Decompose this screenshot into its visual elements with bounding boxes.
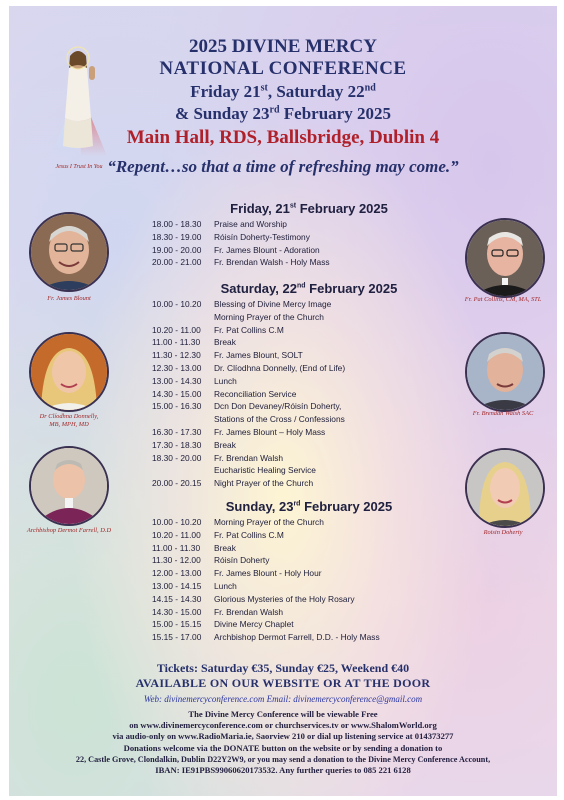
schedule-row [152,375,492,388]
schedule-row [152,542,492,555]
title-line-1: 2025 DIVINE MERCY [189,36,377,57]
schedule-time: 12.00 - 13.00 [152,568,202,579]
schedule-time [152,311,214,324]
schedule-event: Fr. James Blount – Holy Mass [214,426,326,437]
schedule-time: 16.30 - 17.30 [152,426,202,437]
schedule-row [152,631,492,644]
schedule-time: 13.00 - 14.30 [152,375,202,386]
schedule-time: 11.30 - 12.30 [152,350,201,361]
caption-brendan-walsh: Fr. Brendan Walsh SAC [472,410,534,417]
schedule-event: Fr. Pat Collins C.M [214,324,284,335]
footer-line: on www.divinemercyconference.com or churchservices.tv or www.ShalomWorld.org [129,720,437,731]
portrait-cliodhna-donnelly [29,332,109,412]
schedule-event: Praise and Worship [214,219,287,229]
schedule-event: Fr. Brendan Walsh [214,606,284,617]
footer-line: Donations welcome via the DONATE button on the website or by sending a donation to [123,742,443,753]
schedule-event: Morning Prayer of the Church [214,517,324,527]
schedule-time: 10.20 - 11.00 [152,324,201,335]
schedule-time: 11.00 - 11.30 [152,542,201,553]
schedule-row [152,349,492,362]
schedule-time: 10.00 - 10.20 [152,517,202,527]
schedule-event: Divine Mercy Chaplet [214,619,294,630]
schedule-row [152,580,492,593]
schedule-sunday [152,516,492,644]
schedule-row [152,464,492,477]
schedule-event: Róisín Doherty-Testimony [214,231,310,242]
schedule-time: 18.30 - 20.00 [152,452,202,463]
schedule-row [152,256,492,269]
caption-pat-collins: Fr. Pat Collins, CM, MA, STL [464,296,542,303]
schedule-row [152,452,492,465]
schedule-event: Eucharistic Healing Service [214,465,316,476]
schedule-row [152,426,492,439]
schedule-row [152,324,492,337]
schedule-time: 10.20 - 11.00 [152,529,201,540]
schedule-time: 14.30 - 15.00 [152,388,202,399]
dates-line-2: & Sunday 23rd February 2025 [175,104,391,123]
schedule-time: 14.30 - 15.00 [152,606,202,617]
schedule-event: Night Prayer of the Church [214,478,314,489]
portrait-james-blount [29,212,109,292]
schedule-row [152,400,492,413]
schedule-time [152,464,214,477]
schedule-event: Fr. James Blount, SOLT [214,350,303,361]
caption-dermot-farrell: Archbishop Dermot Farrell, D.D [26,527,112,534]
schedule-time: 14.15 - 14.30 [152,593,202,604]
portrait-dermot-farrell [29,446,109,526]
schedule-time: 18.00 - 18.30 [152,219,202,229]
schedule-time: 13.00 - 14.15 [152,580,202,591]
jesus-caption: Jesus I Trust In You [55,164,103,170]
footer-line: 22, Castle Grove, Clondalkin, Dublin D22Y2W9, or you may send a donation to the Divine Mercy Conference Account, [75,754,491,764]
schedule-row [152,516,492,529]
schedule-event: Fr. James Blount - Holy Hour [214,568,322,579]
schedule-row [152,336,492,349]
schedule-row [152,388,492,401]
portrait-pat-collins [465,218,545,298]
schedule-row [152,231,492,244]
schedule-event: Archbishop Dermot Farrell, D.D. - Holy Mass [214,632,380,643]
schedule-row [152,311,492,324]
schedule-row [152,413,492,426]
caption-roisin-doherty: Roisin Doherty [483,529,523,536]
schedule-row [152,618,492,631]
footer-line: IBAN: IE91PBS99060620173532. Any further queries to 085 221 6128 [155,765,411,776]
schedule-time: 19.00 - 20.00 [152,244,202,255]
schedule-event: Break [214,337,236,348]
venue: Main Hall, RDS, Ballsbridge, Dublin 4 [126,127,440,148]
dates-line-1: Friday 21st, Saturday 22nd [190,82,376,101]
portrait-brendan-walsh [465,332,545,412]
schedule-event: Reconciliation Service [214,388,297,399]
schedule-row [152,554,492,567]
caption-cliodhna-donnelly: Dr Clíodhna Donnelly, MB, MPH, MD [39,413,99,428]
day-title-friday: Friday, 21st February 2025 [230,201,388,216]
schedule-event: Blessing of Divine Mercy Image [214,299,332,309]
schedule-time: 20.00 - 21.00 [152,257,202,268]
schedule-event: Fr. Pat Collins C.M [214,529,284,540]
availability-line: AVAILABLE ON OUR WEBSITE OR AT THE DOOR [135,676,431,690]
schedule-event: Break [214,439,236,450]
schedule-row [152,298,492,311]
schedule-row [152,244,492,257]
day-title-saturday: Saturday, 22nd February 2025 [220,281,398,296]
schedule-event: Glorious Mysteries of the Holy Rosary [214,593,355,604]
schedule-row [152,477,492,490]
schedule-event: Fr. James Blount - Adoration [214,244,320,255]
day-title-sunday: Sunday, 23rd February 2025 [225,499,393,514]
schedule-time [152,413,214,426]
schedule-event: Lunch [214,375,237,386]
schedule-time: 10.00 - 10.20 [152,299,202,309]
schedule-event: Dr. Clíodhna Donnelly, (End of Life) [214,362,346,373]
footer-line: via audio-only on www.RadioMaria.ie, Saorview 210 or dial up listening service at 014373277 [112,731,454,742]
schedule-event: Fr. Brendan Walsh [214,452,284,463]
schedule-row [152,439,492,452]
schedule-time: 20.00 - 20.15 [152,478,202,489]
schedule-time: 18.30 - 19.00 [152,231,202,242]
schedule-time: 15.00 - 16.30 [152,401,202,412]
schedule-event: Lunch [214,580,237,591]
schedule-time: 11.30 - 12.00 [152,555,201,566]
schedule-event: Stations of the Cross / Confessions [214,414,345,425]
schedule-row [152,529,492,542]
schedule-time: 15.00 - 15.15 [152,619,202,630]
schedule-event: Fr. Brendan Walsh - Holy Mass [214,257,330,268]
caption-james-blount: Fr. James Blount [47,295,91,302]
schedule-saturday [152,298,492,490]
schedule-time: 15.15 - 17.00 [152,632,202,643]
title-line-2: NATIONAL CONFERENCE [159,58,407,79]
schedule-row [152,593,492,606]
schedule-row [152,567,492,580]
schedule-time: 11.00 - 11.30 [152,337,201,348]
portrait-roisin-doherty [465,448,545,528]
schedule-friday [152,218,492,269]
schedule-event: Róisín Doherty [214,555,270,566]
footer-line: The Divine Mercy Conference will be viewable Free [188,709,378,719]
conference-poster [9,6,557,796]
schedule-row [152,218,492,231]
tickets-line: Tickets: Saturday €35, Sunday €25, Weekend €40 [156,661,410,675]
schedule-time: 12.30 - 13.00 [152,362,202,373]
schedule-event: Morning Prayer of the Church [214,311,324,322]
theme-quote: “Repent…so that a time of refreshing may come.” [107,157,459,176]
footer-info [9,709,557,776]
schedule-row [152,362,492,375]
web-email-line[interactable]: Web: divinemercyconference.com Email: divinemercyconference@gmail.com [143,694,423,704]
schedule-event: Break [214,542,236,553]
schedule-row [152,606,492,619]
schedule-time: 17.30 - 18.30 [152,439,202,450]
schedule-event: Dcn Don Devaney/Róisín Doherty, [214,401,342,412]
